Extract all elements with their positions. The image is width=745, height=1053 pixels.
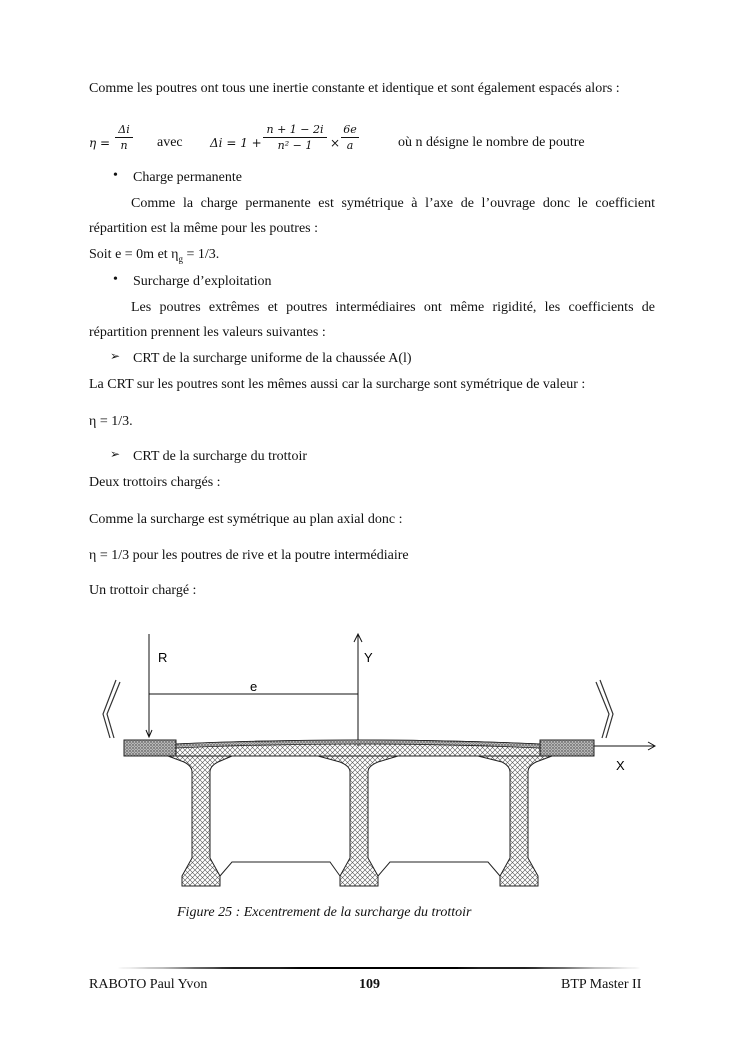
right-railing — [596, 680, 613, 738]
bridge-cross-section-figure — [0, 620, 745, 900]
label-Y: Y — [364, 650, 373, 665]
beam-right — [478, 756, 552, 886]
ratio-fraction — [341, 123, 359, 152]
eta-chaussee: η = 1/3. — [89, 414, 133, 429]
ratio-denominator: a — [346, 139, 354, 152]
footer-author: RABOTO Paul Yvon — [89, 977, 208, 992]
un-trottoir: Un trottoir chargé : — [89, 583, 197, 598]
charge-permanente-line1: Comme la charge permanente est symétrique à l’axe de l’ouvrage donc le coefficient — [131, 196, 655, 211]
soit-subscript: g — [178, 253, 183, 264]
delta-denominator: n² − 1 — [277, 139, 313, 152]
ratio-numerator: 6e — [341, 123, 359, 138]
eta-denominator: n — [120, 139, 128, 152]
eta-lhs: η = — [89, 136, 111, 150]
delta-fraction — [263, 123, 327, 152]
surcharge-line2: répartition prennent les valeurs suivantes : — [89, 325, 326, 340]
soit-end: = 1/3. — [183, 247, 220, 262]
soit-text: Soit e = 0m et η — [89, 247, 179, 262]
charge-permanente-line2: répartition est la même pour les poutres : — [89, 221, 318, 236]
left-sidewalk — [124, 740, 176, 756]
surcharge-line1: Les poutres extrêmes et poutres intermédiaires ont même rigidité, les coefficients de — [131, 300, 655, 315]
deux-trottoirs: Deux trottoirs chargés : — [89, 475, 221, 490]
right-sidewalk — [540, 740, 594, 756]
footer-rule — [118, 967, 640, 969]
bullet-dot-icon: • — [113, 168, 118, 183]
soit-line — [89, 246, 219, 268]
intro-text: Comme les poutres ont tous une inertie constante et identique et sont également espacés alors : — [89, 81, 620, 96]
arrow-bullet-icon: ➢ — [110, 447, 121, 461]
formula-note: où n désigne le nombre de poutre — [398, 135, 585, 150]
label-R: R — [158, 650, 168, 665]
times-sign: × — [330, 136, 341, 150]
bullet-dot-icon: • — [113, 272, 118, 287]
left-railing — [103, 680, 120, 738]
delta-lhs: Δi = 1 + — [210, 136, 262, 150]
crt-chaussee-text: La CRT sur les poutres sont les mêmes aussi car la surcharge sont symétrique de valeur : — [89, 377, 586, 392]
surcharge-heading: Surcharge d’exploitation — [133, 274, 272, 289]
crt-chaussee-heading: CRT de la surcharge uniforme de la chaussée A(l) — [133, 351, 412, 366]
footer-program: BTP Master II — [561, 977, 642, 992]
eta-numerator: Δi — [115, 123, 133, 138]
label-e: e — [250, 679, 258, 694]
arrow-bullet-icon: ➢ — [110, 349, 121, 363]
charge-permanente-heading: Charge permanente — [133, 170, 242, 185]
crt-trottoir-heading: CRT de la surcharge du trottoir — [133, 449, 307, 464]
delta-numerator: n + 1 − 2i — [263, 123, 327, 138]
comme-symetrique: Comme la surcharge est symétrique au plan axial donc : — [89, 512, 403, 527]
label-X: X — [616, 758, 625, 773]
eta-fraction — [115, 123, 133, 152]
page-number: 109 — [359, 977, 380, 992]
beam-left — [168, 756, 232, 886]
avec-word: avec — [157, 135, 183, 150]
figure-caption: Figure 25 : Excentrement de la surcharge du trottoir — [177, 905, 472, 920]
eta-rive: η = 1/3 pour les poutres de rive et la poutre intermédiaire — [89, 548, 409, 563]
